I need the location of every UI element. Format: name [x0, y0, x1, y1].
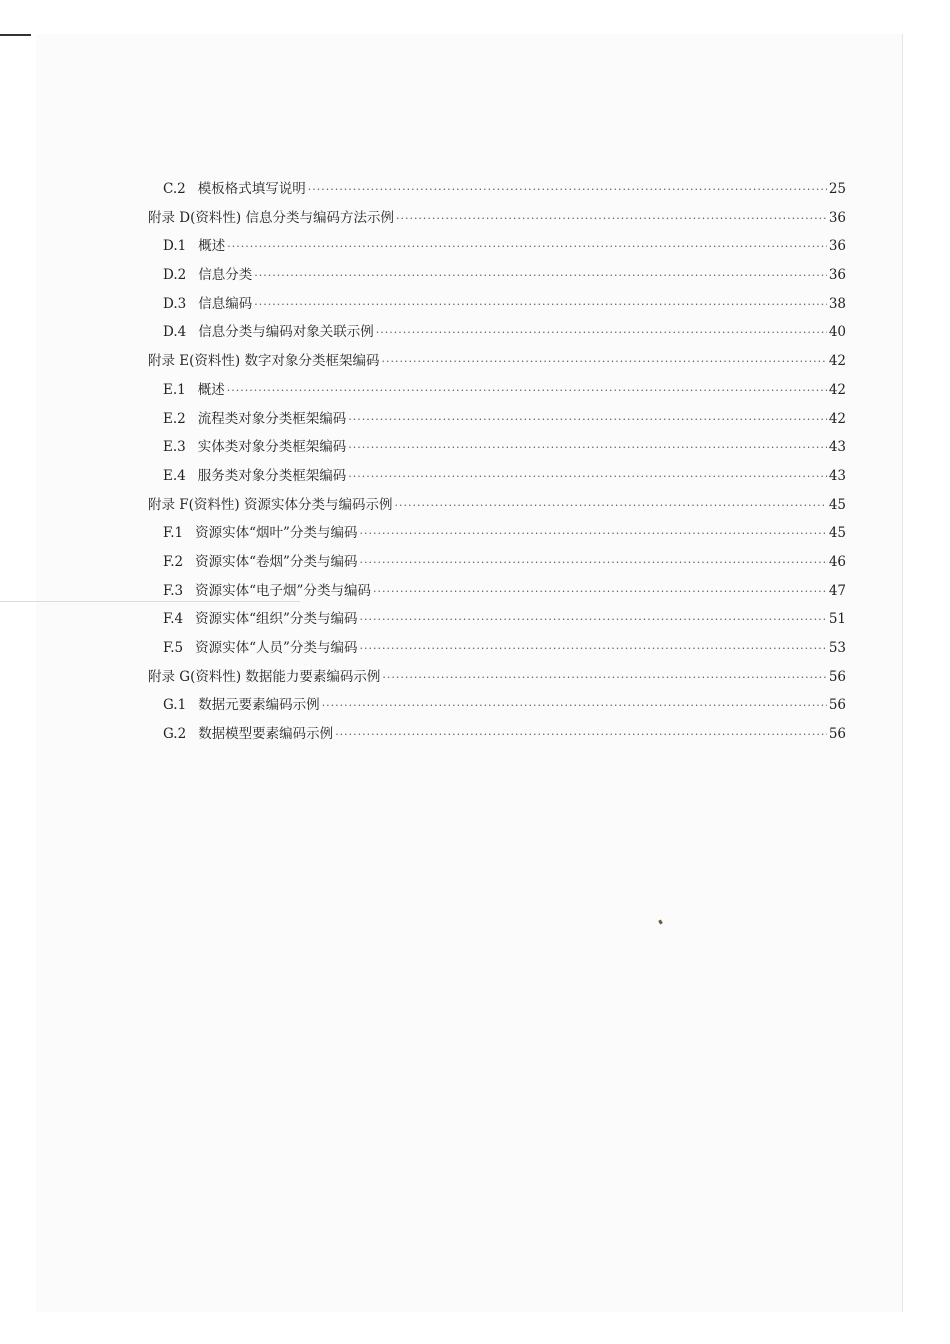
- toc-entry-title: 概述: [198, 238, 226, 255]
- toc-entry-appendix-e[interactable]: [148, 347, 846, 376]
- toc-entry-appendix-g[interactable]: [148, 663, 846, 692]
- toc-entry-number: G.1: [163, 697, 187, 714]
- toc-entry-d3[interactable]: [148, 290, 846, 319]
- toc-entry-title: 数据元要素编码示例: [198, 697, 320, 714]
- toc-entry-number: D.4: [163, 324, 187, 341]
- toc-page-number: 43: [828, 467, 846, 484]
- toc-entry-number: E.2: [163, 410, 186, 427]
- toc-entry-e3[interactable]: [148, 433, 846, 462]
- toc-entry-e1[interactable]: [148, 376, 846, 405]
- toc-entry-title: 信息分类与编码对象关联示例: [198, 324, 374, 341]
- toc-entry-title: 概述: [197, 381, 225, 398]
- toc-entry-f4[interactable]: [148, 605, 846, 634]
- toc-dot-leader: [396, 205, 827, 234]
- toc-entry-f5[interactable]: [148, 634, 846, 663]
- toc-page-number: 45: [828, 525, 846, 542]
- toc-page-number: 36: [828, 238, 846, 255]
- toc-dot-leader: [394, 492, 826, 521]
- toc-entry-title: 资源实体“电子烟”分类与编码: [195, 582, 371, 599]
- toc-page-number: 53: [828, 640, 846, 656]
- toc-page-number: 47: [828, 582, 846, 599]
- toc-entry-f3[interactable]: [148, 577, 846, 606]
- toc-entry-title: 资源实体“组织”分类与编码: [195, 611, 358, 628]
- toc-entry-number: F.2: [163, 553, 184, 570]
- corner-rule: [0, 34, 31, 36]
- toc-entry-title: 附录 F(资料性) 资源实体分类与编码示例: [148, 496, 393, 513]
- toc-dot-leader: [254, 262, 827, 291]
- toc-dot-leader: [381, 348, 826, 377]
- toc-page-number: 38: [828, 295, 846, 312]
- toc-page-number: 40: [828, 324, 846, 341]
- toc-entry-number: E.3: [163, 439, 186, 456]
- toc-entry-number: E.1: [163, 381, 186, 398]
- toc-entry-number: C.2: [163, 181, 186, 197]
- toc-dot-leader: [373, 578, 827, 607]
- toc-dot-leader: [322, 692, 827, 721]
- toc-entry-g2[interactable]: [148, 720, 846, 749]
- toc-page-number: 36: [828, 209, 846, 226]
- toc-entry-title: 资源实体“卷烟”分类与编码: [195, 553, 358, 570]
- toc-entry-number: D.1: [163, 238, 187, 255]
- toc-entry-title: 信息编码: [198, 295, 253, 312]
- toc-entry-title: 资源实体“烟叶”分类与编码: [195, 525, 358, 542]
- toc-page-number: 42: [828, 410, 846, 427]
- toc-dot-leader: [359, 549, 826, 578]
- toc-dot-leader: [227, 233, 827, 262]
- toc-entry-c2[interactable]: [148, 175, 846, 204]
- toc-entry-d1[interactable]: [148, 232, 846, 261]
- toc-entry-title: 服务类对象分类框架编码: [197, 467, 347, 484]
- toc-dot-leader: [254, 291, 827, 320]
- toc-entry-e2[interactable]: [148, 405, 846, 434]
- toc-entry-title: 信息分类: [198, 267, 253, 284]
- toc-dot-leader: [376, 319, 827, 348]
- toc-entry-appendix-f[interactable]: [148, 491, 846, 520]
- toc-entry-f2[interactable]: [148, 548, 846, 577]
- toc-dot-leader: [348, 434, 827, 463]
- toc-dot-leader: [348, 463, 827, 492]
- toc-entry-title: 资源实体“人员”分类与编码: [195, 640, 358, 656]
- toc-entry-number: F.5: [163, 640, 184, 656]
- toc-entry-d4[interactable]: [148, 318, 846, 347]
- toc-entry-title: 流程类对象分类框架编码: [197, 410, 347, 427]
- toc-entry-number: G.2: [163, 726, 187, 743]
- toc-dot-leader: [227, 377, 827, 406]
- toc-entry-title: 附录 G(资料性) 数据能力要素编码示例: [148, 668, 381, 685]
- toc-entry-appendix-d[interactable]: [148, 204, 846, 233]
- toc-page-number: 56: [828, 668, 846, 685]
- toc-page-number: 46: [828, 553, 846, 570]
- toc-entry-number: E.4: [163, 467, 186, 484]
- toc-entry-d2[interactable]: [148, 261, 846, 290]
- toc-dot-leader: [308, 176, 827, 205]
- toc-page-number: 56: [828, 697, 846, 714]
- toc-entry-number: D.3: [163, 295, 187, 312]
- toc-page-number: 43: [828, 439, 846, 456]
- toc-entry-g1[interactable]: [148, 691, 846, 720]
- toc-page-number: 45: [828, 496, 846, 513]
- toc-entry-e4[interactable]: [148, 462, 846, 491]
- toc-dot-leader: [359, 520, 826, 549]
- toc-entry-title: 附录 E(资料性) 数字对象分类框架编码: [148, 353, 380, 370]
- toc-dot-leader: [348, 406, 827, 435]
- toc-page-number: 25: [828, 181, 846, 197]
- toc-page-number: 36: [828, 267, 846, 284]
- toc-page-number: 51: [828, 611, 846, 628]
- toc-page-number: 56: [828, 726, 846, 743]
- toc-entry-number: F.1: [163, 525, 184, 542]
- toc-entry-f1[interactable]: [148, 519, 846, 548]
- toc-entry-number: D.2: [163, 267, 187, 284]
- toc-dot-leader: [335, 721, 827, 750]
- toc-page-number: 42: [828, 353, 846, 370]
- toc-dot-leader: [382, 664, 826, 693]
- table-of-contents: [148, 175, 846, 749]
- toc-entry-title: 附录 D(资料性) 信息分类与编码方法示例: [148, 209, 394, 226]
- toc-entry-number: F.4: [163, 611, 184, 628]
- toc-page-number: 42: [828, 381, 846, 398]
- toc-entry-title: 数据模型要素编码示例: [198, 726, 334, 743]
- toc-entry-title: 实体类对象分类框架编码: [197, 439, 347, 456]
- toc-dot-leader: [359, 635, 826, 664]
- toc-dot-leader: [359, 606, 826, 635]
- toc-entry-title: 模板格式填写说明: [197, 181, 306, 197]
- toc-entry-number: F.3: [163, 582, 184, 599]
